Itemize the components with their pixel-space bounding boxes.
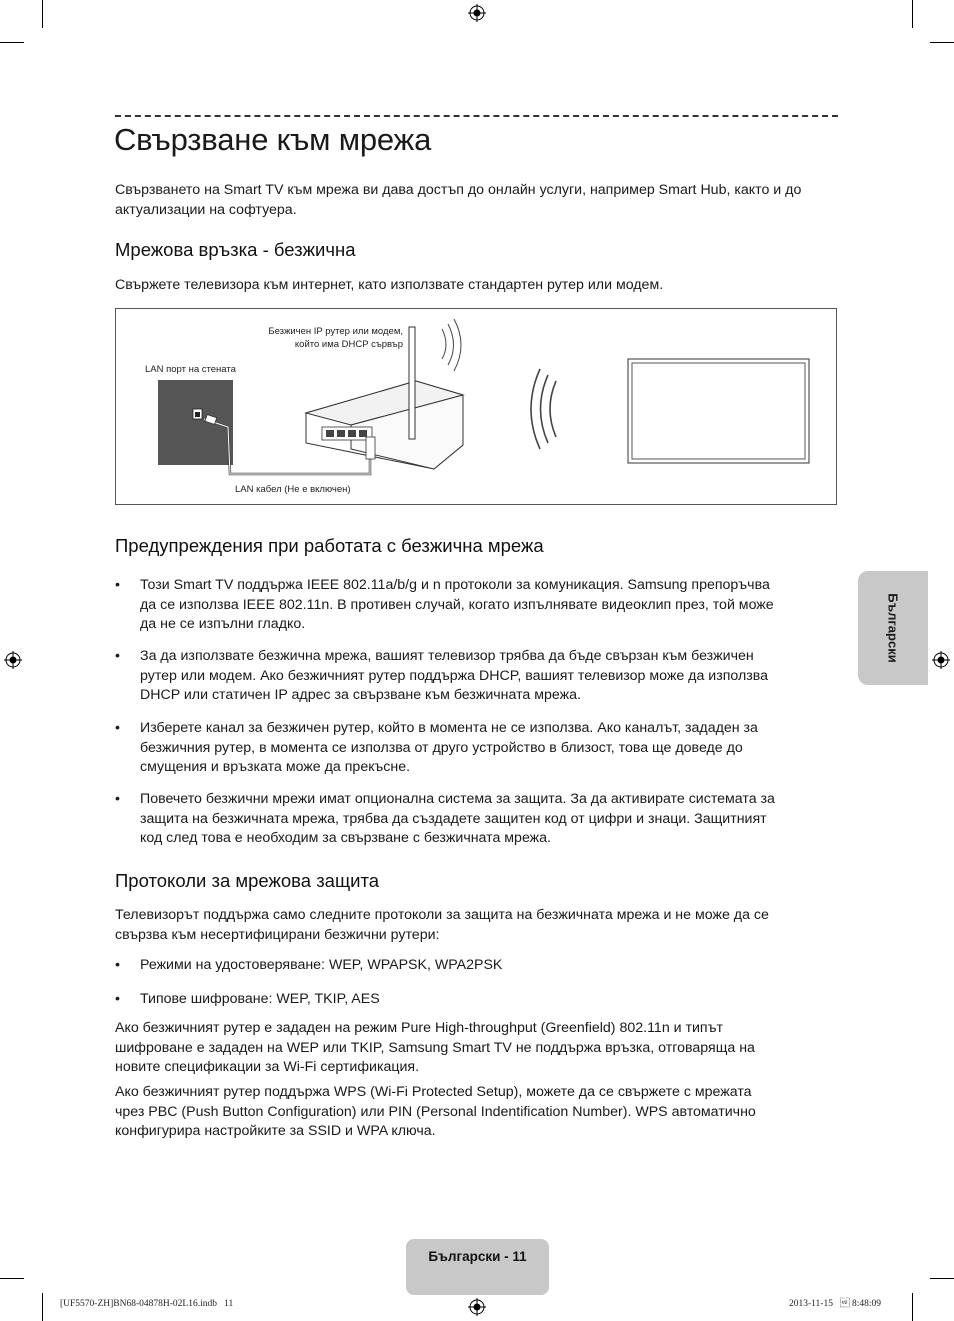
crop-mark xyxy=(42,0,43,28)
para-line: новите спецификации за Wi-Fi сертификация. xyxy=(115,1059,420,1075)
wall-panel xyxy=(158,380,233,465)
router-label-line1: Безжичен IP рутер или модем, xyxy=(268,326,403,337)
para-line: шифроване е зададен на WEP или TKIP, Samsung Smart TV не поддържа връзка, отговаряща на xyxy=(115,1039,755,1056)
bullet-line: DHCP или статичен IP адрес за свързване към безжичната мрежа. xyxy=(140,687,581,703)
crop-mark xyxy=(930,1278,954,1279)
network-diagram xyxy=(115,308,837,505)
cable-label: LAN кабел (Не е включен) xyxy=(235,484,351,495)
list-item xyxy=(115,790,837,850)
crop-mark xyxy=(930,42,954,43)
protocols-paragraph-2 xyxy=(115,1083,837,1142)
bullet-dot: • xyxy=(115,577,120,593)
print-timestamp: 2013-11-15 8:48:09 xyxy=(789,1299,882,1309)
wireless-text: Свържете телевизора към интернет, като използвате стандартен рутер или модем. xyxy=(115,277,664,293)
router-label-line2: който има DHCP сървър xyxy=(294,339,403,350)
bullet-line: да се използва IEEE 802.11n. В противен случай, когато изпълнявате видеоклип през, той може xyxy=(140,596,774,613)
bullet-line: рутер или модем. Ако безжичният рутер поддържа DHCP, вашият телевизор може да използва xyxy=(140,667,769,684)
list-item xyxy=(115,719,837,779)
language-tab-label: Български xyxy=(885,593,901,663)
title-rule xyxy=(115,115,838,117)
heading-wireless: Мрежова връзка - безжична xyxy=(115,239,356,260)
bullet-dot: • xyxy=(115,991,120,1007)
bullet-line: Типове шифроване: WEP, TKIP, AES xyxy=(140,991,380,1007)
tv-screen xyxy=(628,359,809,463)
heading-protocols: Протоколи за мрежова защита xyxy=(115,870,380,891)
list-item xyxy=(115,990,837,1010)
wall-port-label: LAN порт на стената xyxy=(145,364,236,375)
page-number-label: Български - 11 xyxy=(428,1249,527,1264)
registration-mark-icon xyxy=(468,4,486,22)
crop-mark xyxy=(912,1293,913,1321)
bullet-line: смущения и връзката може да прекъсне. xyxy=(140,759,411,775)
protocols-paragraph-1 xyxy=(115,1019,837,1078)
intro-paragraph: Свързването на Smart TV към мрежа ви дава достъп до онлайн услуги, например Smart Hub, както и до актуализации на софтуера. xyxy=(115,182,802,218)
heading-warnings: Предупреждения при работата с безжична мрежа xyxy=(115,535,544,556)
registration-mark-icon xyxy=(932,651,950,669)
page-title: Свързване към мрежа xyxy=(114,122,432,157)
file-info: [UF5570-ZH]BN68-04878H-02L16.indb 11 xyxy=(60,1299,234,1309)
para-line: конфигурира настройките за SSID и WPA ключа. xyxy=(115,1123,436,1139)
bullet-dot: • xyxy=(115,957,120,973)
bullet-line: За да използвате безжична мрежа, вашият телевизор трябва да бъде свързан към безжичен xyxy=(140,648,754,664)
para-line: свързва към несертифицирани безжични рутери: xyxy=(115,926,440,943)
crop-mark xyxy=(0,42,24,43)
protocols-intro xyxy=(115,906,837,945)
bullet-dot: • xyxy=(115,648,120,664)
bullet-line: Повечето безжични мрежи имат опционална система за защита. За да активирате системата за xyxy=(140,791,775,807)
para-line: Ако безжичният рутер е зададен на режим Pure High-throughput (Greenfield) 802.11n и типът xyxy=(115,1020,723,1036)
para-line: чрез PBC (Push Button Configuration) или PIN (Personal Indentification Number). WPS автоматично xyxy=(115,1103,756,1120)
page-number-badge xyxy=(406,1239,549,1295)
bullet-line: безжичния рутер, в момента се използва от друго устройство в близост, това ще доведе до xyxy=(140,739,743,756)
crop-mark xyxy=(912,0,913,28)
para-line: Ако безжичният рутер поддържа WPS (Wi-Fi Protected Setup), можете да се свържете с мрежата xyxy=(115,1084,752,1100)
bullet-dot: • xyxy=(115,791,120,807)
bullet-line: защита на безжичната мрежа, трябва да създадете защитен код от цифри и знаци. Защитният xyxy=(140,810,767,827)
bullet-line: код след това е необходим за свързване с безжичната мрежа. xyxy=(140,830,551,846)
list-item xyxy=(115,956,837,976)
bullet-line: да не се изпълни гладко. xyxy=(140,616,306,632)
list-item xyxy=(115,647,837,707)
language-tab xyxy=(858,571,928,685)
wifi-signal xyxy=(550,381,556,437)
registration-mark-icon xyxy=(4,651,22,669)
para-line: Телевизорът поддържа само следните протоколи за защита на безжичната мрежа и не може да се xyxy=(115,907,769,923)
bullet-line: Този Smart TV поддържа IEEE 802.11a/b/g и n протоколи за комуникация. Samsung препоръчва xyxy=(140,577,770,593)
registration-mark-icon xyxy=(468,1298,486,1316)
bullet-line: Изберете канал за безжичен рутер, който в момента не се използва. Ако каналът, зададен за xyxy=(140,720,758,736)
bullet-line: Режими на удостоверяване: WEP, WPAPSK, WPA2PSK xyxy=(140,957,503,973)
diagram-illustration xyxy=(116,309,836,504)
crop-mark xyxy=(0,1278,24,1279)
router-antenna xyxy=(409,327,415,439)
bullet-dot: • xyxy=(115,720,120,736)
router-label xyxy=(248,325,403,351)
list-item xyxy=(115,576,837,636)
crop-mark xyxy=(42,1293,43,1321)
